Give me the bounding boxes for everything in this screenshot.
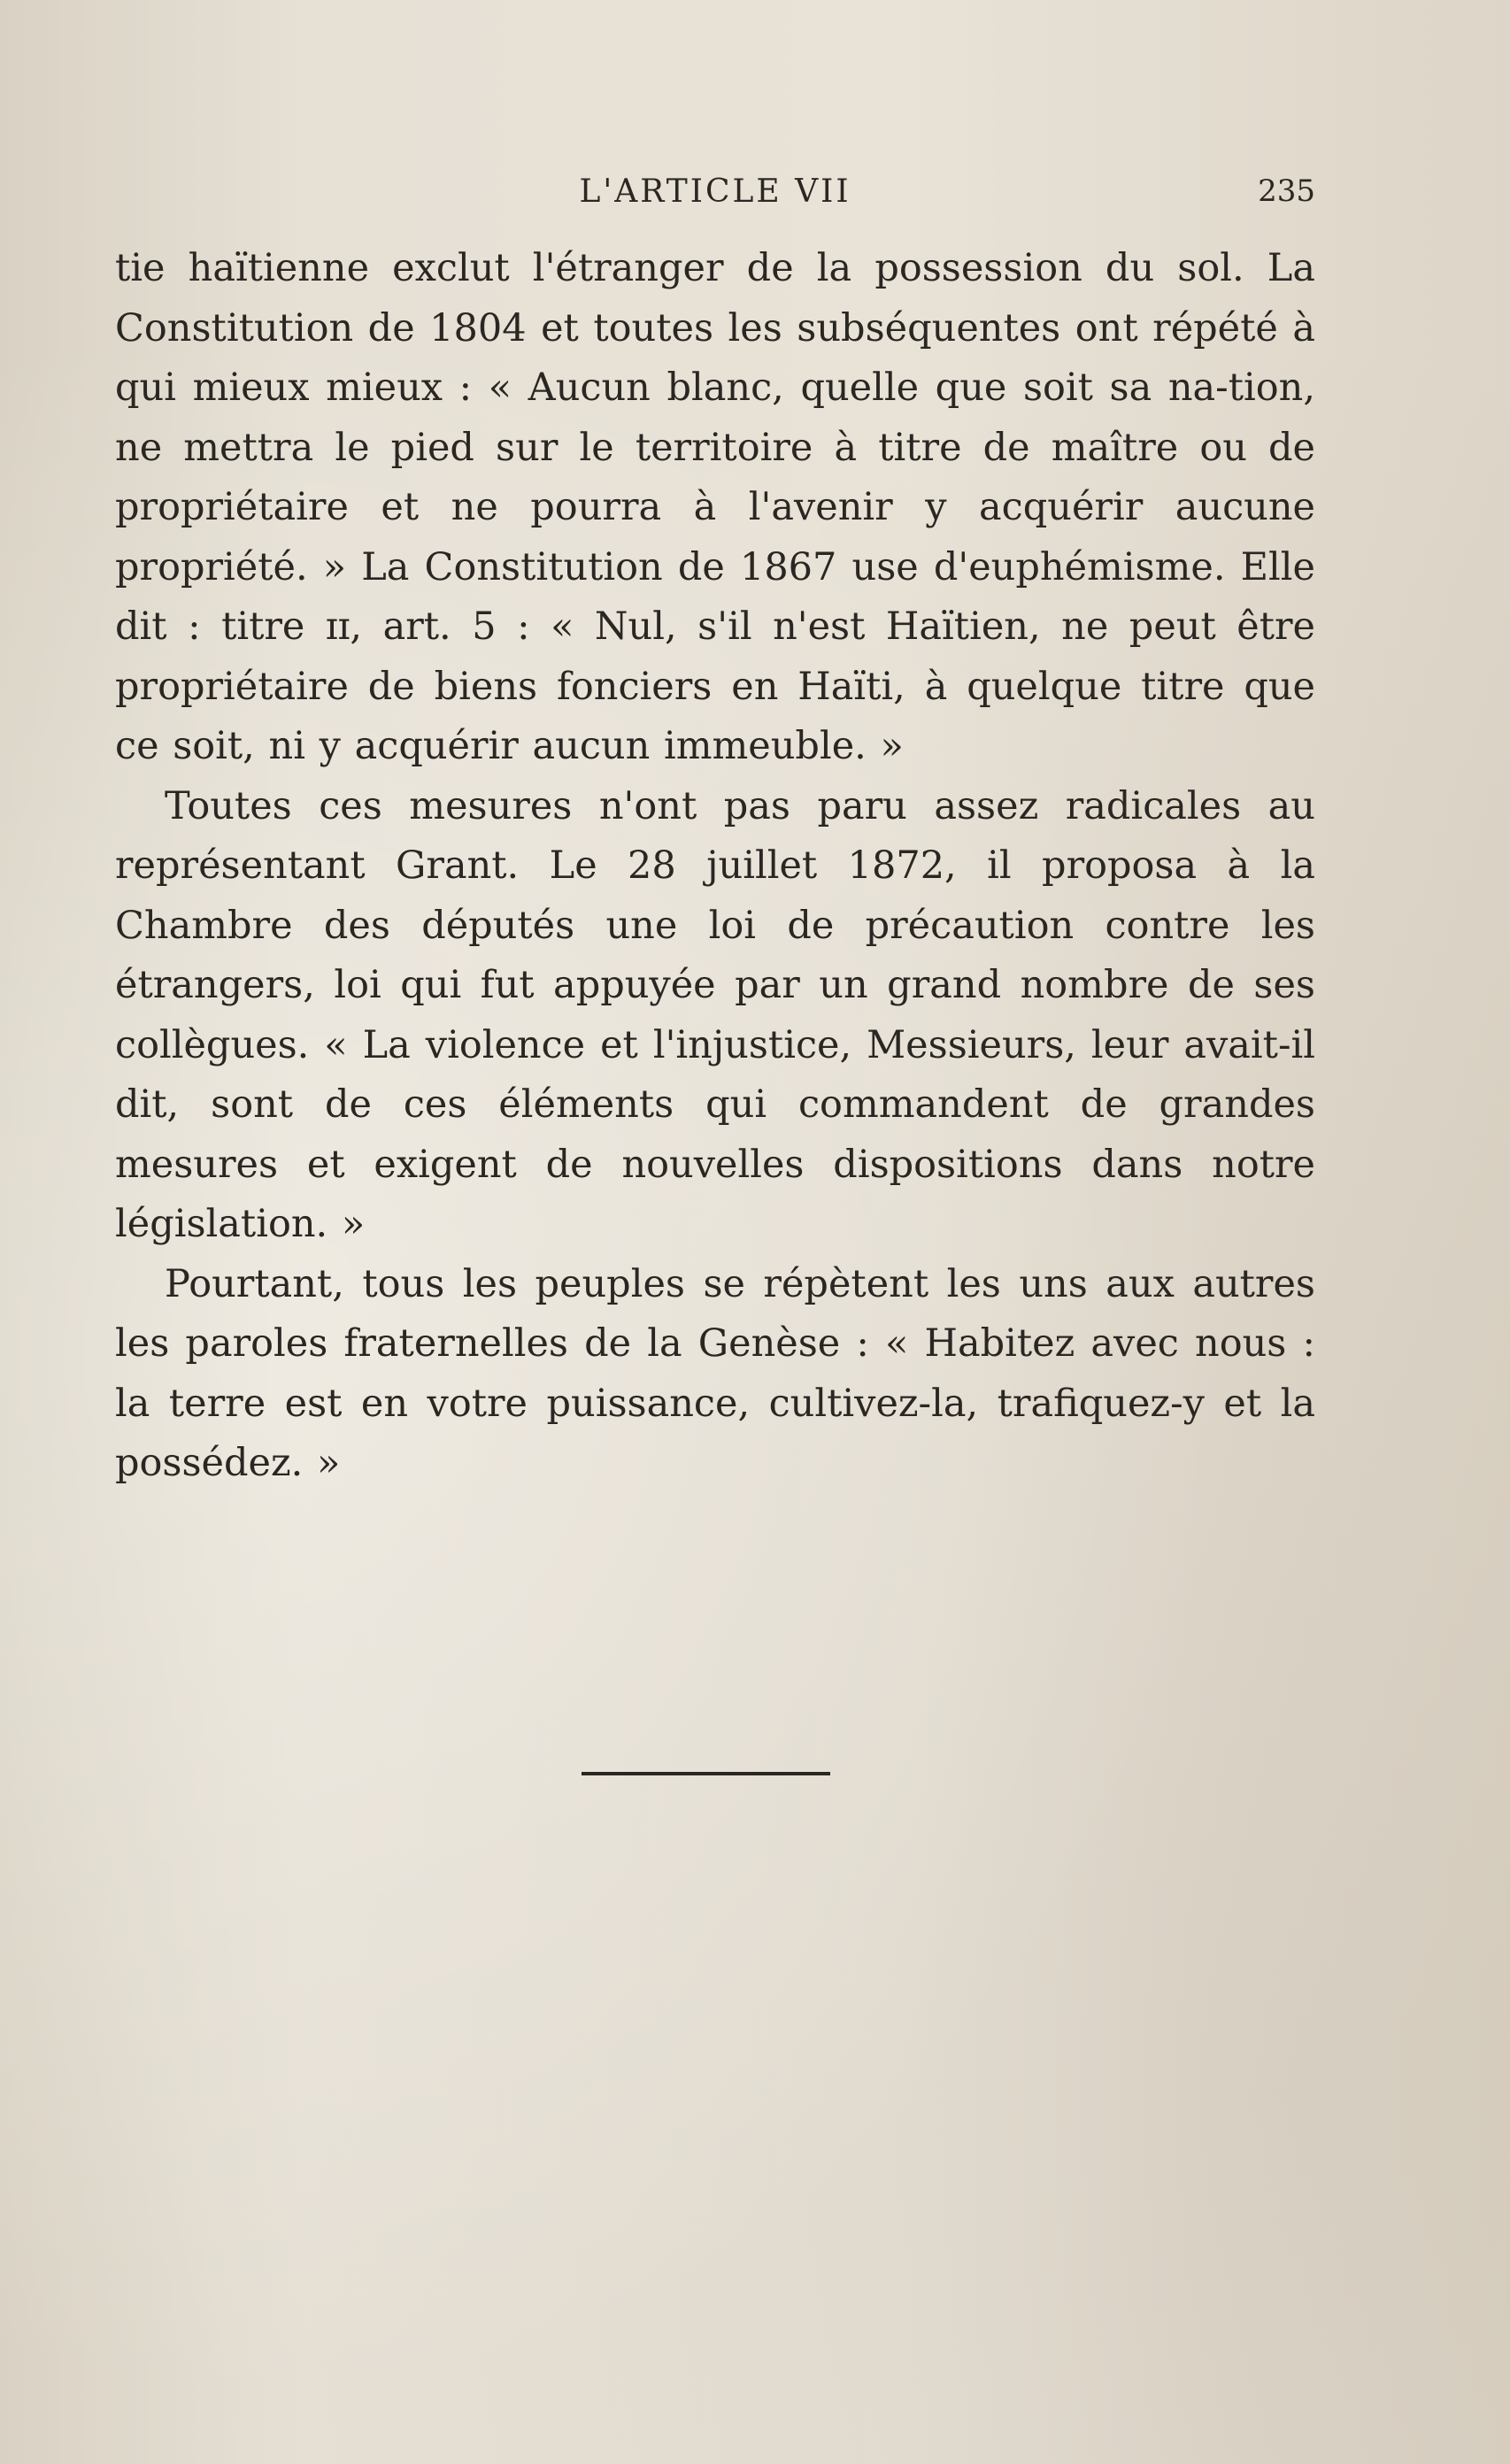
running-title: L'ARTICLE VII <box>579 173 851 210</box>
end-rule <box>582 1772 830 1775</box>
paragraph-genese-quote: Pourtant, tous les peuples se répètent les uns aux autres les paroles fraternelles de la Genèse : « Habitez avec nous : la terre est en votre puissance, cultivez-la, trafiquez-y et la possédez. » <box>115 1261 1315 1485</box>
running-head <box>115 173 1315 218</box>
body-text <box>115 239 1315 1494</box>
page-number: 235 <box>1258 173 1315 209</box>
paragraph-continuation: tie haïtienne exclut l'étranger de la possession du sol. La Constitution de 1804 et toutes les subséquentes ont répété à qui mieux mieux : « Aucun blanc, quelle que soit sa na-tion, ne mettra le pied sur le territoire à titre de maître ou de propriétaire et ne pourra à l'avenir y acquérir aucune propriété. » La Constitution de 1867 use d'euphémisme. Elle dit : titre ɪɪ, art. 5 : « Nul, s'il n'est Haïtien, ne peut être propriétaire de biens fonciers en Haïti, à quelque titre que ce soit, ni y acquérir aucun immeuble. » <box>115 246 1315 768</box>
paragraph-grant-proposal: Toutes ces mesures n'ont pas paru assez radicales au représentant Grant. Le 28 juillet 1872, il proposa à la Chambre des députés une loi de précaution contre les étrangers, loi qui fut appuyée par un grand nombre de ses collègues. « La violence et l'injustice, Messieurs, leur avait-il dit, sont de ces éléments qui commandent de grandes mesures et exigent de nouvelles dispositions dans notre législation. » <box>115 783 1315 1246</box>
